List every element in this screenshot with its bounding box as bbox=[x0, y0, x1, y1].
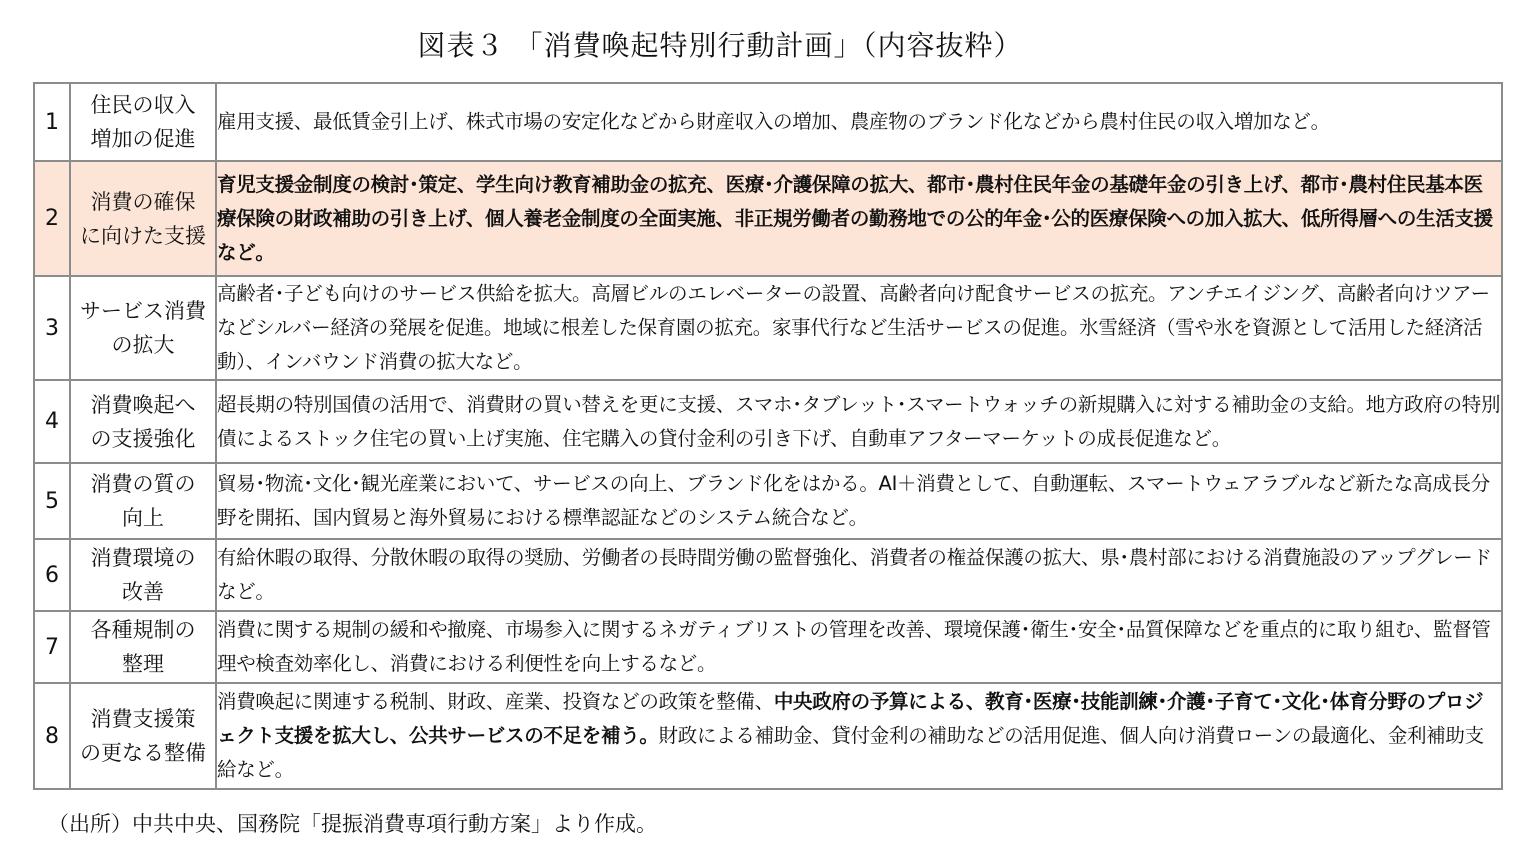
row-number: 7 bbox=[34, 611, 70, 683]
table-row bbox=[34, 83, 1502, 161]
row-heading: 消費支援策 の更なる整備 bbox=[70, 683, 216, 789]
row-content: 消費喚起に関連する税制、財政、産業、投資などの政策を整備、中央政府の予算による、教育･医療･技能訓練･介護･子育て･文化･体育分野のプロジェクト支援を拡大し、公共サービスの不足を補う。財政による補助金、貸付金利の補助などの活用促進、個人向け消費ローンの最適化、金利補助支給など。 bbox=[216, 683, 1502, 789]
table-row bbox=[34, 463, 1502, 539]
row-heading: 各種規制の 整理 bbox=[70, 611, 216, 683]
row-heading: サービス消費 の拡大 bbox=[70, 276, 216, 380]
row-heading: 消費環境の 改善 bbox=[70, 539, 216, 611]
row-content: 有給休暇の取得、分散休暇の取得の奨励、労働者の長時間労働の監督強化、消費者の権益保護の拡大、県･農村部における消費施設のアップグレードなど。 bbox=[216, 539, 1502, 611]
document-title: 図表３ 「消費喚起特別行動計画」（内容抜粋） bbox=[417, 29, 1023, 62]
table-row-highlighted bbox=[34, 161, 1502, 276]
row-content: 育児支援金制度の検討･策定、学生向け教育補助金の拡充、医療･介護保障の拡大、都市･農村住民年金の基礎年金の引き上げ、都市･農村住民基本医療保険の財政補助の引き上げ、個人養老金制度の全面実施、非正規労働者の勤務地での公的年金･公的医療保険への加入拡大、低所得層への生活支援など。 bbox=[216, 161, 1502, 276]
row-number: 6 bbox=[34, 539, 70, 611]
table-row bbox=[34, 539, 1502, 611]
row-number: 5 bbox=[34, 463, 70, 539]
row-content: 貿易･物流･文化･観光産業において、サービスの向上、ブランド化をはかる。AI＋消費として、自動運転、スマートウェアラブルなど新たな高成長分野を開拓、国内貿易と海外貿易における標準認証などのシステム統合など。 bbox=[216, 463, 1502, 539]
row-number: 4 bbox=[34, 380, 70, 463]
row-number: 3 bbox=[34, 276, 70, 380]
row-content: 高齢者･子ども向けのサービス供給を拡大。高層ビルのエレベーターの設置、高齢者向け配食サービスの拡充。アンチエイジング、高齢者向けツアーなどシルバー経済の発展を促進。地域に根差した保育園の拡充。家事代行など生活サービスの促進。氷雪経済（雪や氷を資源として活用した経済活動）、インバウンド消費の拡大など。 bbox=[216, 276, 1502, 380]
row-heading: 消費の確保 に向けた支援 bbox=[70, 161, 216, 276]
table-row bbox=[34, 276, 1502, 380]
row-heading: 消費の質の 向上 bbox=[70, 463, 216, 539]
table-row bbox=[34, 683, 1502, 789]
source-note: （出所）中共中央、国務院「提振消費専項行動方案」より作成。 bbox=[48, 812, 657, 836]
row-content: 消費に関する規制の緩和や撤廃、市場参入に関するネガティブリストの管理を改善、環境保護･衛生･安全･品質保障などを重点的に取り組む、監督管理や検査効率化し、消費における利便性を向上するなど。 bbox=[216, 611, 1502, 683]
row-number: 8 bbox=[34, 683, 70, 789]
row-heading: 住民の収入 増加の促進 bbox=[70, 83, 216, 161]
table-row bbox=[34, 380, 1502, 463]
row-number: 2 bbox=[34, 161, 70, 276]
table-row bbox=[34, 611, 1502, 683]
action-plan-table bbox=[33, 82, 1503, 790]
row-content: 雇用支援、最低賃金引上げ、株式市場の安定化などから財産収入の増加、農産物のブランド化などから農村住民の収入増加など。 bbox=[216, 83, 1502, 161]
row-heading: 消費喚起へ の支援強化 bbox=[70, 380, 216, 463]
row-number: 1 bbox=[34, 83, 70, 161]
row-content: 超長期の特別国債の活用で、消費財の買い替えを更に支援、スマホ･タブレット･スマートウォッチの新規購入に対する補助金の支給。地方政府の特別債によるストック住宅の買い上げ実施、住宅購入の貸付金利の引き下げ、自動車アフターマーケットの成長促進など。 bbox=[216, 380, 1502, 463]
